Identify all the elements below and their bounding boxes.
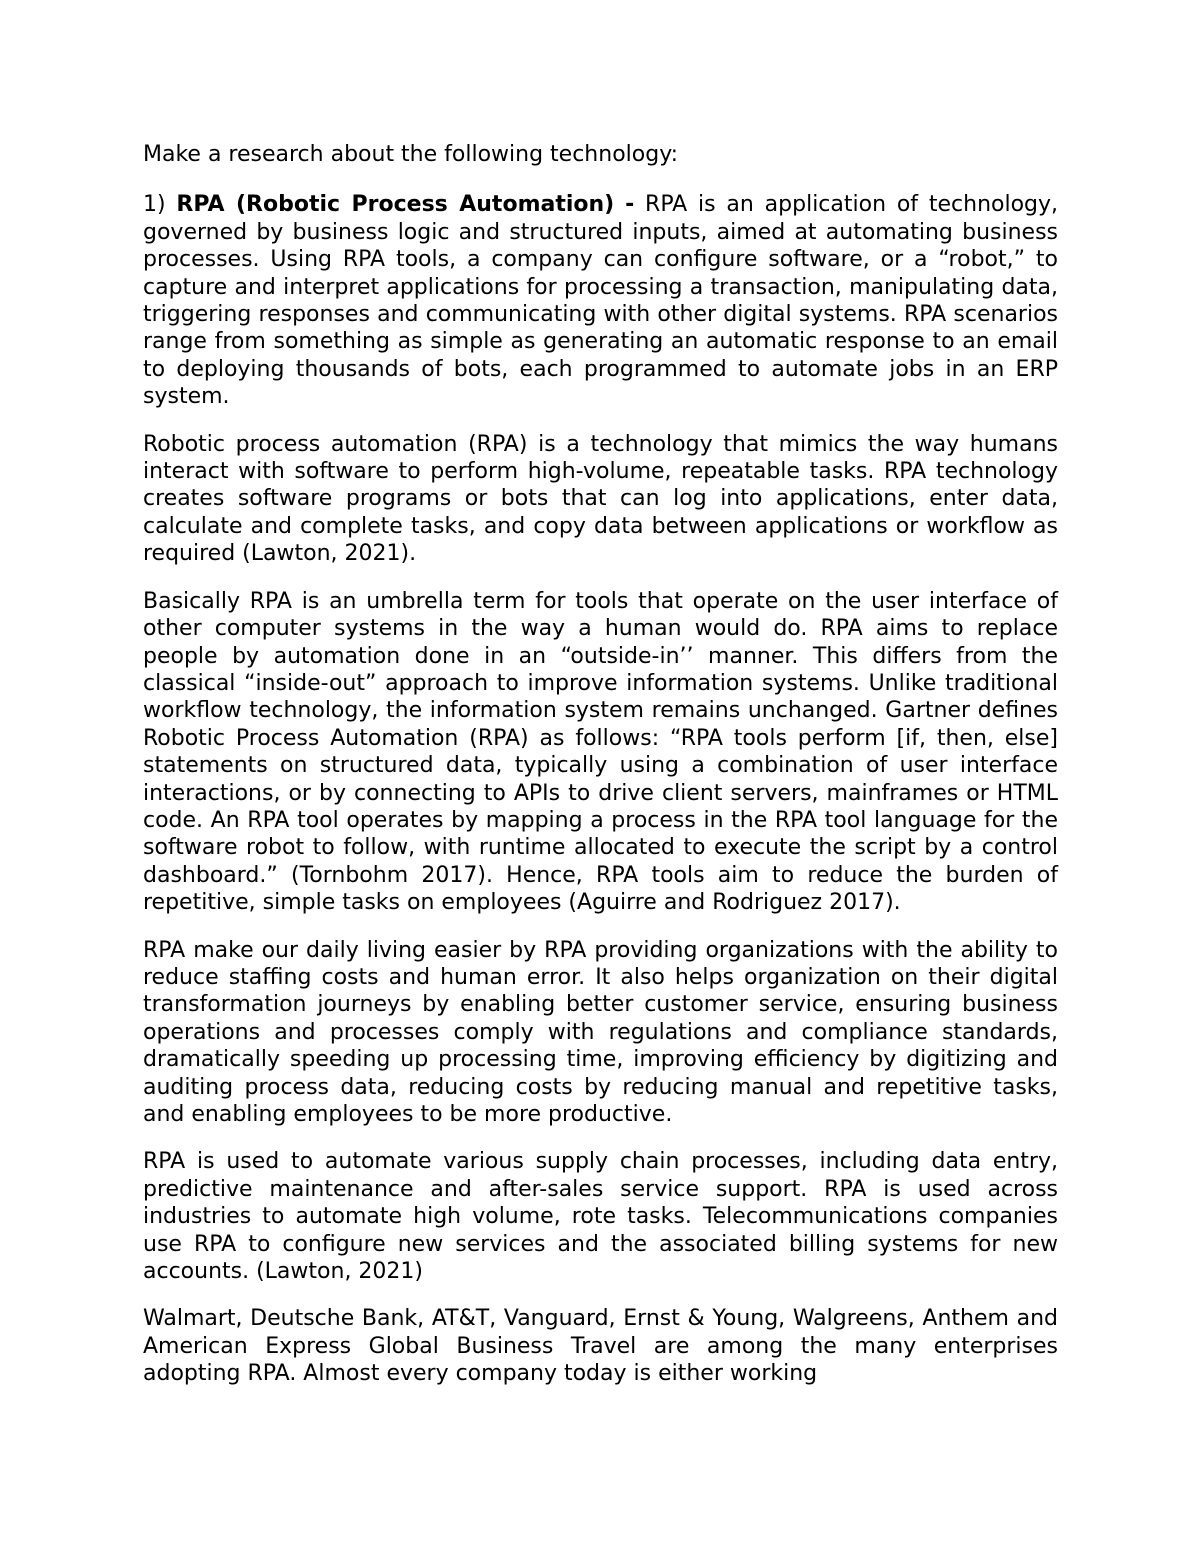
paragraph-companies: Walmart, Deutsche Bank, AT&T, Vanguard, Ernst & Young, Walgreens, Anthem and American Express Global Business Travel are among the many enterprises adopting RPA. Almost every company today is either working	[143, 1306, 1058, 1387]
paragraph-rpa-definition: Robotic process automation (RPA) is a technology that mimics the way humans interact with software to perform high-volume, repeatable tasks. RPA technology creates software programs or bots that can log into applications, enter data, calculate and complete tasks, and copy data between applications or workflow as required (Lawton, 2021).	[143, 431, 1058, 567]
paragraph-umbrella-term: Basically RPA is an umbrella term for tools that operate on the user interface of other computer systems in the way a human would do. RPA aims to replace people by automation done in an “outside-in’’ manner. This differs from the classical “inside-out” approach to improve information systems. Unlike traditional workflow technology, the information system remains unchanged. Gartner defines Robotic Process Automation (RPA) as follows: “RPA tools perform [if, then, else] statements on structured data, typically using a combination of user interface interactions, or by connecting to APIs to drive client servers, mainframes or HTML code. An RPA tool operates by mapping a process in the RPA tool language for the software robot to follow, with runtime allocated to execute the script by a control dashboard.” (Tornbohm 2017). Hence, RPA tools aim to reduce the burden of repetitive, simple tasks on employees (Aguirre and Rodriguez 2017).	[143, 588, 1058, 916]
paragraph-benefits: RPA make our daily living easier by RPA providing organizations with the ability to reduce staffing costs and human error. It also helps organization on their digital transformation journeys by enabling better customer service, ensuring business operations and processes comply with regulations and compliance standards, dramatically speeding up processing time, improving efficiency by digitizing and auditing process data, reducing costs by reducing manual and repetitive tasks, and enabling employees to be more productive.	[143, 937, 1058, 1127]
paragraph-use-cases: RPA is used to automate various supply chain processes, including data entry, predictive maintenance and after-sales service support. RPA is used across industries to automate high volume, rote tasks. Telecommunications companies use RPA to configure new services and the associated billing systems for new accounts. (Lawton, 2021)	[143, 1149, 1058, 1285]
item-1-paragraph	[143, 191, 1058, 410]
intro-text: Make a research about the following technology:	[143, 142, 679, 167]
document-body	[143, 141, 1058, 1388]
item-1-term: RPA (Robotic Process Automation)	[176, 192, 615, 218]
item-1-dash: -	[625, 192, 635, 218]
item-1-text: RPA is an application of technology, governed by business logic and structured inputs, aimed at automating business processes. Using RPA tools, a company can configure software, or a “robot,” to capture and interpret applications for processing a transaction, manipulating data, triggering responses and communicating with other digital systems. RPA scenarios range from something as simple as generating an automatic response to an email to deploying thousands of bots, each programmed to automate jobs in an ERP system.	[143, 192, 1059, 410]
item-1-number: 1)	[143, 192, 166, 218]
